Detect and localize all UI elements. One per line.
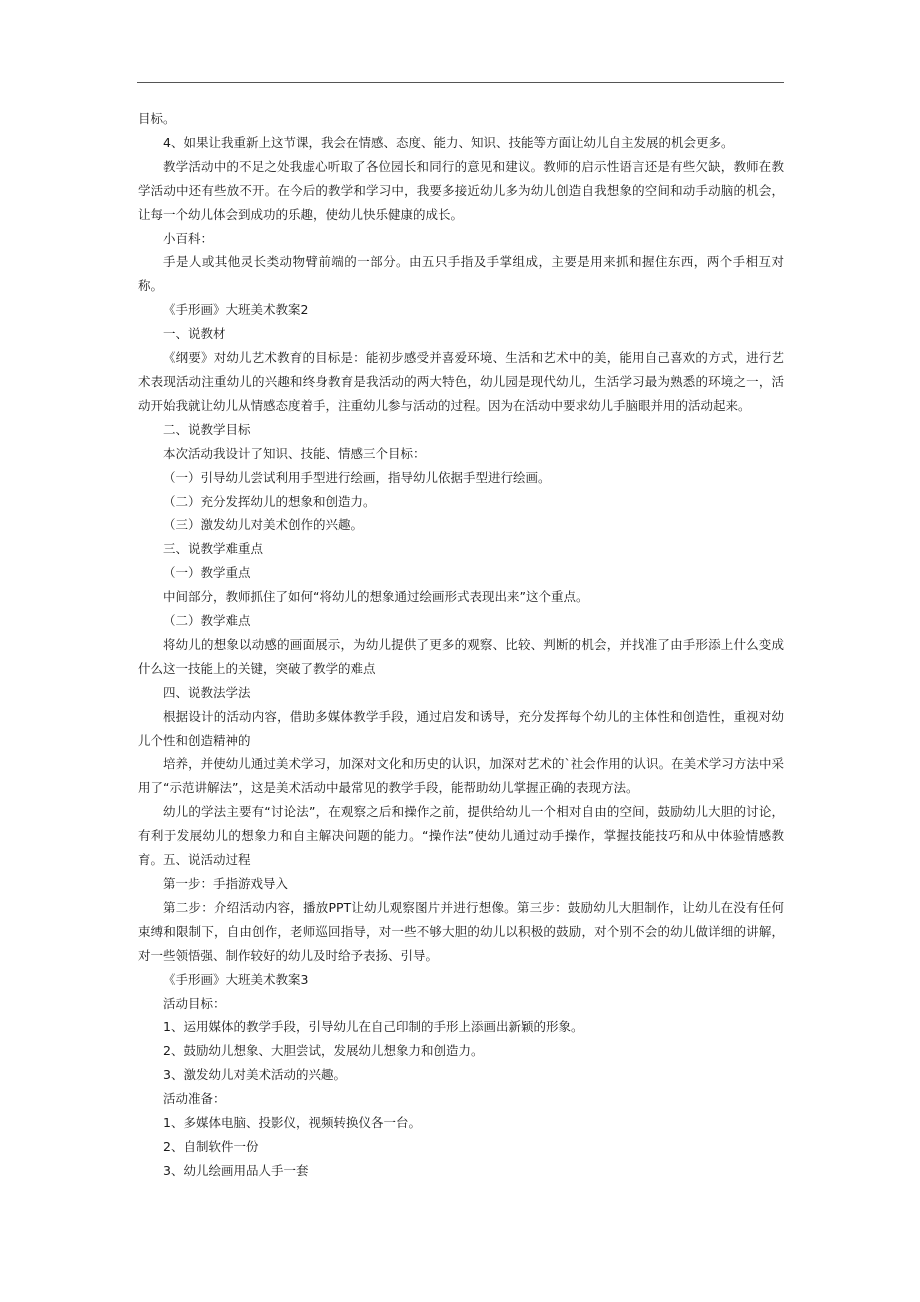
- list-item: （二）充分发挥幼儿的想象和创造力。: [163, 493, 376, 509]
- list-item: 2、鼓励幼儿想象、大胆尝试，发展幼儿想象力和创造力。: [163, 1043, 484, 1059]
- section-heading: 二、说教学目标: [163, 421, 251, 437]
- list-item: 3、幼儿绘画用品人手一套: [163, 1162, 309, 1178]
- section-heading: 一、说教材: [163, 326, 226, 342]
- paragraph: 《纲要》对幼儿艺术教育的目标是：能初步感受并喜爱环境、生活和艺术中的美，能用自己喜欢的方式，进行艺术表现活动注重幼儿的兴趣和终身教育是我活动的两大特色，幼儿园是现代幼儿，生活学习最为熟悉的环境之一，活动开始我就让幼儿从情感态度着手，注重幼儿参与活动的过程。因为在活动中要求幼儿手脑眼并用的活动起来。: [138, 350, 784, 413]
- paragraph: 将幼儿的想象以动感的画面展示，为幼儿提供了更多的观察、比较、判断的机会，并找准了由手形添上什么变成什么这一技能上的关键，突破了教学的难点: [138, 636, 784, 676]
- paragraph: 第二步：介绍活动内容，播放PPT让幼儿观察图片并进行想像。第三步：鼓励幼儿大胆制作，让幼儿在没有任何束缚和限制下，自由创作，老师巡回指导，对一些不够大胆的幼儿以积极的鼓励，对个别不会的幼儿做详细的讲解，对一些领悟强、制作较好的幼儿及时给予表扬、引导。: [138, 899, 784, 963]
- paragraph: 第一步：手指游戏导入: [163, 876, 289, 891]
- list-item: 1、运用媒体的教学手段，引导幼儿在自己印制的手形上添画出新颖的形象。: [163, 1019, 584, 1035]
- paragraph: 根据设计的活动内容，借助多媒体教学手段，通过启发和诱导，充分发挥每个幼儿的主体性和创造性，重视对幼儿个性和创造精神的: [138, 708, 784, 748]
- paragraph: 培养，并使幼儿通过美术学习，加深对文化和历史的认识，加深对艺术的`社会作用的认识。在美术学习方法中采用了“示范讲解法”，这是美术活动中最常见的教学手段，能帮助幼儿掌握正确的表现方法。: [138, 756, 784, 796]
- paragraph: 本次活动我设计了知识、技能、情感三个目标：: [163, 445, 426, 461]
- paragraph: 活动准备：: [163, 1091, 226, 1107]
- list-item: （一）引导幼儿尝试利用手型进行绘画，指导幼儿依据手型进行绘画。: [163, 469, 551, 485]
- list-item: 2、自制软件一份: [163, 1138, 259, 1154]
- paragraph: 活动目标：: [163, 995, 226, 1011]
- section-heading: 四、说教法学法: [163, 684, 251, 700]
- paragraph: 手是人或其他灵长类动物臂前端的一部分。由五只手指及手掌组成，主要是用来抓和握住东西，两个手相互对称。: [138, 254, 784, 294]
- paragraph: 小百科：: [163, 230, 214, 246]
- paragraph: 幼儿的学法主要有“讨论法”，在观察之后和操作之前，提供给幼儿一个相对自由的空间，鼓励幼儿大胆的讨论，有利于发展幼儿的想象力和自主解决问题的能力。“操作法”使幼儿通过动手操作，掌握技能技巧和从中体验情感教育。五、说活动过程: [138, 804, 784, 868]
- section-heading: 《手形画》大班美术教案3: [163, 971, 309, 987]
- paragraph: 目标。: [138, 111, 176, 126]
- sub-heading: （二）教学难点: [163, 613, 251, 629]
- list-item: 3、激发幼儿对美术活动的兴趣。: [163, 1067, 346, 1083]
- section-heading: 《手形画》大班美术教案2: [163, 302, 309, 318]
- section-heading: 三、说教学难重点: [163, 541, 264, 557]
- list-item: 1、多媒体电脑、投影仪，视频转换仪各一台。: [163, 1115, 421, 1131]
- paragraph: 教学活动中的不足之处我虚心听取了各位园长和同行的意见和建议。教师的启示性语言还是有些欠缺，教师在教学活动中还有些放不开。在今后的教学和学习中，我要多接近幼儿多为幼儿创造自我想象的空间和动手动脑的机会，让每一个幼儿体会到成功的乐趣，使幼儿快乐健康的成长。: [138, 158, 784, 222]
- paragraph: 4、如果让我重新上这节课，我会在情感、态度、能力、知识、技能等方面让幼儿自主发展的机会更多。: [163, 134, 734, 150]
- document-body: [138, 107, 784, 1183]
- list-item: （三）激发幼儿对美术创作的兴趣。: [163, 517, 364, 533]
- paragraph: 中间部分，教师抓住了如何“将幼儿的想象通过绘画形式表现出来”这个重点。: [163, 589, 589, 605]
- sub-heading: （一）教学重点: [163, 565, 251, 581]
- header-rule: [137, 82, 784, 83]
